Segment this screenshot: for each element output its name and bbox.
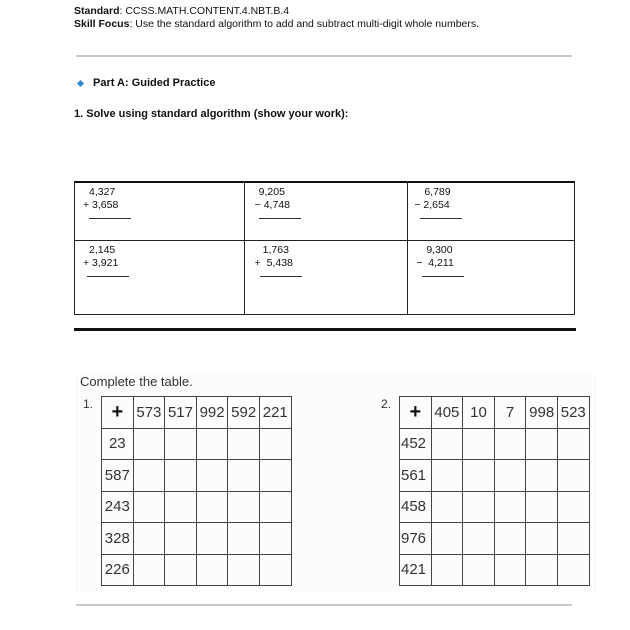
grid-row <box>400 428 590 460</box>
grid-header-row <box>102 397 292 429</box>
answer-cell[interactable] <box>526 460 558 492</box>
part-a-title: Part A: Guided Practice <box>93 77 216 89</box>
answer-cell[interactable] <box>196 523 228 555</box>
answer-cell[interactable] <box>431 491 463 523</box>
answer-cell[interactable] <box>526 428 558 460</box>
answer-cell[interactable] <box>133 554 165 586</box>
skill-focus-value: : Use the standard algorithm to add and subtract multi-digit whole numbers. <box>129 18 480 30</box>
answer-cell[interactable] <box>196 460 228 492</box>
complete-table-instruction: Complete the table. <box>80 374 193 389</box>
answer-cell[interactable] <box>259 460 291 492</box>
top-number: 2,145 <box>89 243 116 256</box>
answer-cell[interactable] <box>259 491 291 523</box>
addition-grid-1 <box>101 396 292 586</box>
answer-cell[interactable] <box>494 523 526 555</box>
row-header: 23 <box>102 428 134 460</box>
column-header: 592 <box>228 397 260 429</box>
bottom-number: + 3,658 <box>83 199 119 211</box>
row-header: 976 <box>400 523 432 555</box>
column-header: 10 <box>463 397 495 429</box>
answer-cell[interactable] <box>133 460 165 492</box>
grid-header-row <box>400 397 590 429</box>
row-header: 421 <box>400 554 432 586</box>
answer-cell[interactable] <box>463 554 495 586</box>
divider <box>76 604 572 606</box>
problem-cell[interactable] <box>408 182 575 240</box>
top-number: 6,789 <box>424 186 451 198</box>
algorithm-problems-table <box>74 181 575 315</box>
grid-row <box>102 491 292 523</box>
answer-cell[interactable] <box>431 428 463 460</box>
part-a-heading <box>78 77 215 89</box>
row-header: 328 <box>102 523 134 555</box>
skill-focus-line <box>74 18 479 31</box>
grid-row <box>400 460 590 492</box>
row-header: 226 <box>102 554 134 586</box>
bottom-number: − 2,654 <box>414 199 450 211</box>
top-number: 9,300 <box>426 243 453 256</box>
answer-cell[interactable] <box>431 523 463 555</box>
answer-cell[interactable] <box>165 428 197 460</box>
column-header: 998 <box>526 397 558 429</box>
answer-cell[interactable] <box>526 523 558 555</box>
table-row <box>75 240 575 314</box>
answer-cell[interactable] <box>165 460 197 492</box>
divider <box>76 55 572 57</box>
grid-row <box>102 460 292 492</box>
row-header: 561 <box>400 460 432 492</box>
answer-cell[interactable] <box>463 523 495 555</box>
grid-row <box>102 523 292 555</box>
table-row <box>75 182 575 240</box>
standard-line <box>74 5 289 18</box>
answer-cell[interactable] <box>165 523 197 555</box>
answer-cell[interactable] <box>259 523 291 555</box>
answer-cell[interactable] <box>196 491 228 523</box>
answer-cell[interactable] <box>494 428 526 460</box>
answer-line <box>259 218 301 219</box>
section-divider-thick <box>74 328 576 331</box>
answer-cell[interactable] <box>557 554 589 586</box>
answer-cell[interactable] <box>557 460 589 492</box>
answer-cell[interactable] <box>228 523 260 555</box>
row-header: 458 <box>400 491 432 523</box>
grid-row <box>102 554 292 586</box>
answer-cell[interactable] <box>196 428 228 460</box>
row-header: 452 <box>400 428 432 460</box>
answer-cell[interactable] <box>463 491 495 523</box>
top-number: 1,763 <box>262 243 289 256</box>
answer-cell[interactable] <box>228 554 260 586</box>
answer-cell[interactable] <box>228 428 260 460</box>
column-header: 523 <box>557 397 589 429</box>
column-header: 573 <box>133 397 165 429</box>
answer-cell[interactable] <box>133 523 165 555</box>
answer-cell[interactable] <box>259 428 291 460</box>
answer-line <box>260 276 302 277</box>
answer-cell[interactable] <box>431 460 463 492</box>
column-header: 517 <box>165 397 197 429</box>
answer-cell[interactable] <box>165 491 197 523</box>
row-header: 243 <box>102 491 134 523</box>
problem-cell[interactable] <box>244 240 408 314</box>
answer-cell[interactable] <box>228 491 260 523</box>
answer-line <box>89 218 131 219</box>
problem-cell[interactable] <box>75 240 245 314</box>
bottom-number: + 5,438 <box>254 256 293 269</box>
answer-cell[interactable] <box>259 554 291 586</box>
answer-cell[interactable] <box>494 460 526 492</box>
diamond-bullet-icon <box>77 79 84 86</box>
top-number: 9,205 <box>258 186 285 198</box>
answer-cell[interactable] <box>557 428 589 460</box>
grid-row <box>400 523 590 555</box>
top-number: 4,327 <box>89 186 116 198</box>
answer-cell[interactable] <box>557 491 589 523</box>
plus-sign: + <box>102 397 134 429</box>
answer-cell[interactable] <box>196 554 228 586</box>
grid-row <box>400 491 590 523</box>
problem-cell[interactable] <box>244 182 408 240</box>
grid-1-number: 1. <box>83 397 94 411</box>
answer-cell[interactable] <box>165 554 197 586</box>
answer-cell[interactable] <box>557 523 589 555</box>
answer-cell[interactable] <box>133 428 165 460</box>
answer-cell[interactable] <box>526 491 558 523</box>
grid-2-number: 2. <box>381 397 392 411</box>
bottom-number: + 3,921 <box>83 256 119 269</box>
answer-cell[interactable] <box>494 554 526 586</box>
answer-line <box>422 276 464 277</box>
bottom-number: − 4,211 <box>416 256 454 269</box>
answer-cell[interactable] <box>463 460 495 492</box>
problem-cell[interactable] <box>408 240 575 314</box>
answer-cell[interactable] <box>133 491 165 523</box>
addition-grid-2 <box>399 396 590 586</box>
question-1-title: 1. Solve using standard algorithm (show your work): <box>74 108 349 120</box>
plus-sign: + <box>400 397 432 429</box>
column-header: 405 <box>431 397 463 429</box>
column-header: 7 <box>494 397 526 429</box>
problem-cell[interactable] <box>75 182 245 240</box>
column-header: 221 <box>259 397 291 429</box>
column-header: 992 <box>196 397 228 429</box>
answer-line <box>420 218 462 219</box>
answer-line <box>87 276 129 277</box>
answer-cell[interactable] <box>463 428 495 460</box>
answer-cell[interactable] <box>431 554 463 586</box>
skill-focus-label: Skill Focus <box>74 18 130 30</box>
standard-value: : CCSS.MATH.CONTENT.4.NBT.B.4 <box>119 5 290 17</box>
answer-cell[interactable] <box>494 491 526 523</box>
answer-cell[interactable] <box>526 554 558 586</box>
answer-cell[interactable] <box>228 460 260 492</box>
bottom-number: − 4,748 <box>254 199 290 211</box>
grid-row <box>102 428 292 460</box>
grid-row <box>400 554 590 586</box>
row-header: 587 <box>102 460 134 492</box>
standard-label: Standard <box>74 5 120 17</box>
